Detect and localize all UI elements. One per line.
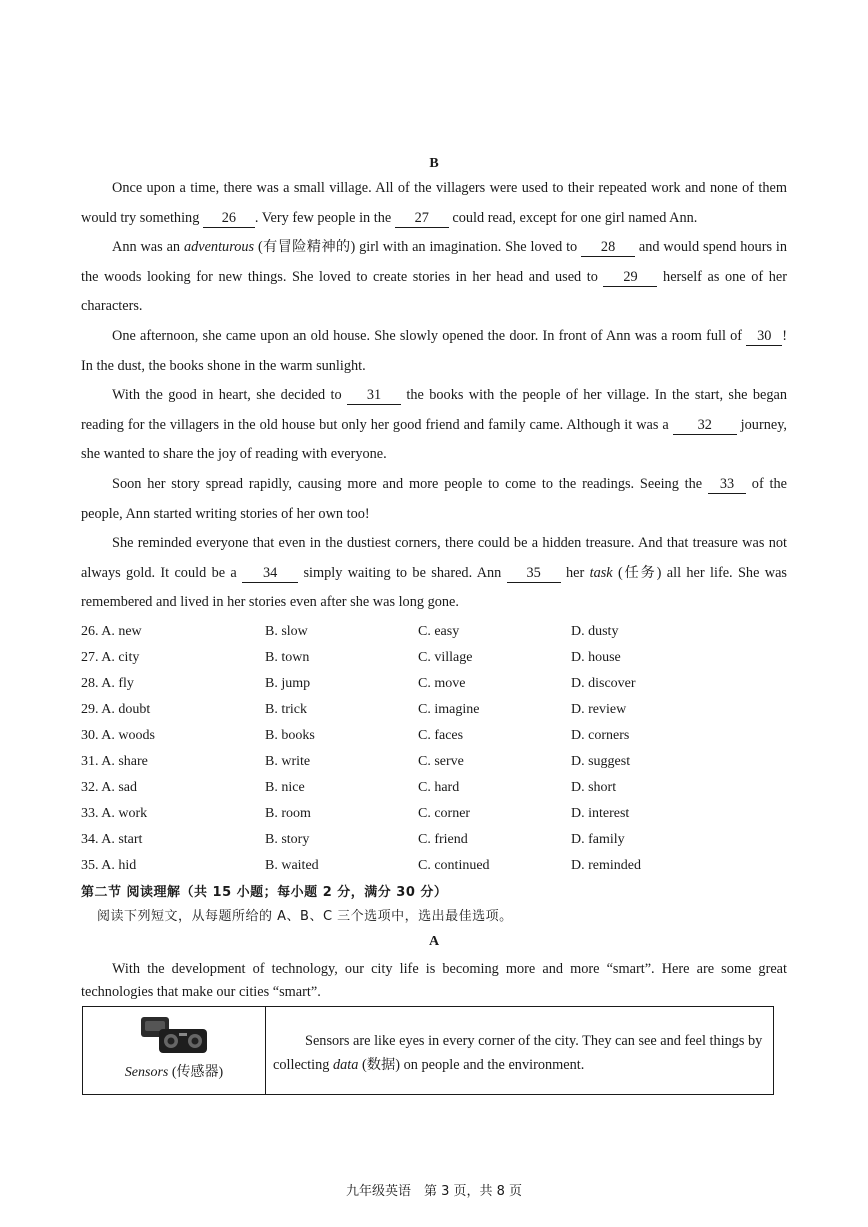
option-35-d: D. reminded	[571, 858, 641, 873]
options-row-28	[81, 676, 787, 702]
option-32-a: 32. A. sad	[81, 780, 137, 795]
option-35-b: B. waited	[265, 858, 319, 873]
term-adventurous: adventurous	[183, 239, 255, 255]
blank-30: 30	[746, 327, 782, 346]
option-27-d: D. house	[571, 650, 621, 665]
option-33-c: C. corner	[418, 806, 471, 821]
option-32-b: B. nice	[265, 780, 305, 795]
option-31-d: D. suggest	[571, 754, 631, 769]
option-31-b: B. write	[265, 754, 311, 769]
option-29-b: B. trick	[265, 702, 307, 717]
option-29-a: 29. A. doubt	[81, 702, 151, 717]
page-footer: 九年级英语 第 3 页，共 8 页	[345, 1184, 523, 1199]
options-row-26	[81, 624, 787, 650]
option-28-b: B. jump	[265, 676, 311, 691]
blank-28: 28	[581, 238, 635, 257]
option-27-c: C. village	[418, 650, 473, 665]
options-row-34	[81, 832, 787, 858]
option-35-c: C. continued	[418, 858, 490, 873]
passage-a-intro: With the development of technology, our city life is becoming more and more “smart”. Here are some great technologies that make our cities “smart”.	[81, 961, 787, 1000]
passage-b-paragraph-6: She reminded everyone that even in the dustiest corners, there could be a hidden treasure. And that treasure was not always gold. It could be a 34 simply waiting to be shared. Ann 35 her task (任务) all her life. She was remembered and lived in her stories even after she was long gone.	[81, 535, 787, 611]
sensors-description: Sensors are like eyes in every corner of the city. They can see and feel things by collecting data (数据) on people and the environment.	[273, 1033, 763, 1073]
options-row-30	[81, 728, 787, 754]
blank-32: 32	[673, 416, 737, 435]
option-30-d: D. corners	[571, 728, 630, 743]
option-30-a: 30. A. woods	[81, 728, 155, 743]
option-32-d: D. short	[571, 780, 617, 795]
technology-table	[82, 1006, 774, 1095]
passage-b-heading: B	[429, 156, 439, 171]
option-30-b: B. books	[265, 728, 315, 743]
option-33-b: B. room	[265, 806, 311, 821]
passage-b-paragraph-4: With the good in heart, she decided to 31 the books with the people of her village. In the start, she began reading for the villagers in the old house but only her good friend and family came. Although it was a 32 journey, she wanted to share the joy of reading with everyone.	[81, 387, 787, 463]
options-row-27	[81, 650, 787, 676]
option-35-a: 35. A. hid	[81, 858, 137, 873]
passage-b-paragraph-3: One afternoon, she came upon an old house. She slowly opened the door. In front of Ann was a room full of 30 ! In the dust, the books shone in the warm sunlight.	[81, 328, 787, 374]
option-33-d: D. interest	[571, 806, 630, 821]
table-divider	[265, 1007, 266, 1094]
section-2-title: 第二节 阅读理解（共 15 小题；每小题 2 分，满分 30 分）	[81, 885, 448, 900]
passage-a-heading: A	[428, 934, 440, 949]
option-26-c: C. easy	[418, 624, 460, 639]
option-34-a: 34. A. start	[81, 832, 143, 847]
section-2-instruction: 阅读下列短文，从每题所给的 A、B、C 三个选项中，选出最佳选项。	[97, 909, 513, 924]
option-28-c: C. move	[418, 676, 466, 691]
options-row-33	[81, 806, 787, 832]
option-34-d: D. family	[571, 832, 625, 847]
option-32-c: C. hard	[418, 780, 460, 795]
sensor-device-icon	[139, 1011, 211, 1062]
option-29-d: D. review	[571, 702, 627, 717]
blank-31: 31	[347, 386, 401, 405]
blank-26: 26	[203, 209, 255, 228]
option-28-d: D. discover	[571, 676, 636, 691]
option-26-d: D. dusty	[571, 624, 619, 639]
passage-b-paragraph-1: Once upon a time, there was a small village. All of the villagers were used to their repeated work and none of them would try something 26 . Very few people in the 27 could read, except for one girl named Ann.	[81, 180, 787, 226]
option-30-c: C. faces	[418, 728, 464, 743]
options-row-31	[81, 754, 787, 780]
passage-b-paragraph-2: Ann was an adventurous (有冒险精神的) girl with an imagination. She loved to 28 and would spend hours in the woods looking for new things. She loved to create stories in her head and used to 29 herself as one of her characters.	[81, 239, 787, 315]
options-row-32	[81, 780, 787, 806]
option-26-b: B. slow	[265, 624, 308, 639]
option-28-a: 28. A. fly	[81, 676, 134, 691]
option-31-c: C. serve	[418, 754, 464, 769]
passage-b-paragraph-5: Soon her story spread rapidly, causing more and more people to come to the readings. Seeing the 33 of the people, Ann started writing stories of her own too!	[81, 476, 787, 522]
blank-29: 29	[603, 268, 657, 287]
option-27-b: B. town	[265, 650, 310, 665]
sensors-label: Sensors (传感器)	[124, 1065, 224, 1080]
blank-35: 35	[507, 564, 561, 583]
options-row-29	[81, 702, 787, 728]
blank-27: 27	[395, 209, 449, 228]
option-34-b: B. story	[265, 832, 310, 847]
option-33-a: 33. A. work	[81, 806, 148, 821]
option-29-c: C. imagine	[418, 702, 480, 717]
option-27-a: 27. A. city	[81, 650, 140, 665]
term-task: task	[589, 564, 613, 581]
option-34-c: C. friend	[418, 832, 468, 847]
blank-34: 34	[242, 564, 298, 583]
blank-33: 33	[708, 475, 746, 494]
option-26-a: 26. A. new	[81, 624, 142, 639]
option-31-a: 31. A. share	[81, 754, 148, 769]
